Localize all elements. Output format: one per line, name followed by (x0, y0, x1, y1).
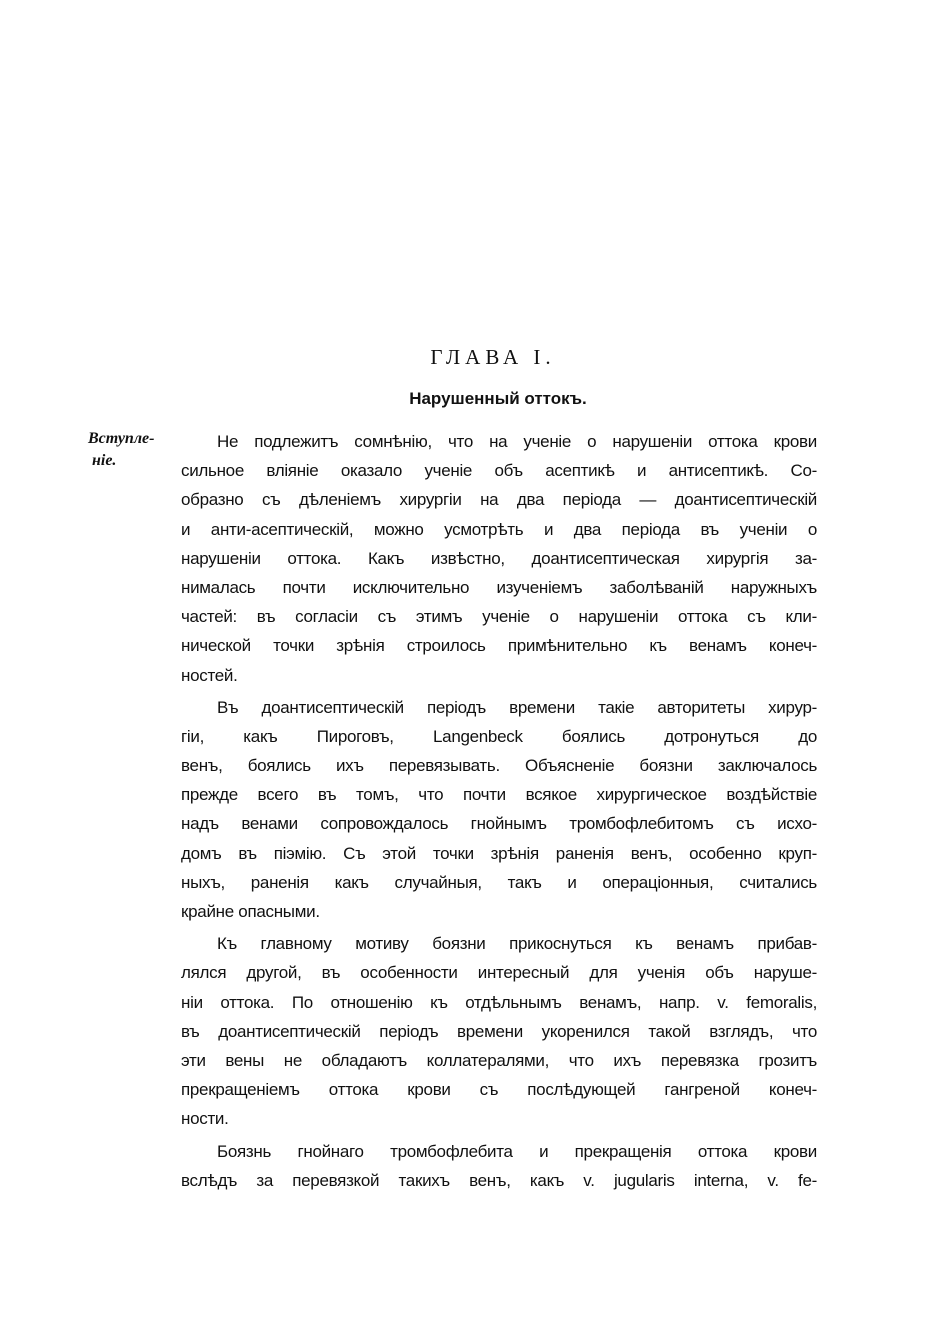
text-line: и анти-асептическій, можно усмотрѣть и два періода въ ученіи о (181, 519, 817, 539)
text-line: ныхъ, раненія какъ случайныя, такъ и операціонныя, считались (181, 872, 817, 892)
text-line: нарушеніи оттока. Какъ извѣстно, доантисептическая хирургія за- (181, 548, 817, 568)
text-line: ности. (181, 1109, 229, 1129)
text-line: Къ главному мотиву боязни прикоснуться къ венамъ прибав- (217, 934, 817, 954)
paragraph-3 (181, 929, 817, 1133)
paragraph-4 (181, 1137, 817, 1195)
text-line: прекращеніемъ оттока крови съ послѣдующей гангреной конеч- (181, 1080, 817, 1100)
text-line: частей: въ согласіи съ этимъ ученіе о нарушеніи оттока съ кли- (181, 607, 817, 627)
text-line: сильное вліяніе оказало ученіе объ асептикѣ и антисептикѣ. Со- (181, 461, 817, 481)
margin-note-line: ніе. (92, 452, 117, 469)
chapter-subtitle: Нарушенный оттокъ. (409, 389, 587, 408)
text-line: домъ въ піэмію. Съ этой точки зрѣнія раненія венъ, особенно круп- (181, 843, 817, 863)
text-line: Не подлежитъ сомнѣнію, что на ученіе о нарушеніи оттока крови (217, 432, 817, 451)
text-line: образно съ дѣленіемъ хирургіи на два періода — доантисептическій (181, 490, 817, 510)
text-line: крайне опасными. (181, 902, 320, 921)
margin-note (88, 428, 178, 472)
text-line: Въ доантисептическій періодъ времени такіе авторитеты хирур- (217, 697, 817, 717)
paragraph-1 (181, 427, 817, 690)
text-line: нической точки зрѣнія строилось примѣнительно къ венамъ конеч- (181, 636, 817, 656)
text-line: эти вены не обладаютъ коллатералями, что ихъ перевязка грозитъ (181, 1050, 817, 1070)
text-line: вслѣдъ за перевязкой такихъ венъ, какъ v. jugularis interna, v. fe- (181, 1170, 817, 1190)
text-line: надъ венами сопровождалось гнойнымъ тромбофлебитомъ съ исхо- (181, 814, 817, 834)
text-line: прежде всего въ томъ, что почти всякое хирургическое воздѣйствіе (181, 785, 817, 805)
text-line: лялся другой, въ особенности интересный для ученія объ наруше- (181, 963, 817, 983)
text-line: гіи, какъ Пироговъ, Langenbeck боялись дотронуться до (181, 726, 817, 746)
text-line: въ доантисептическій періодъ времени укоренился такой взглядъ, что (181, 1021, 817, 1041)
body-text (181, 427, 817, 1198)
text-line: нималась почти исключительно изученіемъ заболѣваній наружныхъ (181, 577, 817, 597)
text-line: Боязнь гнойнаго тромбофлебита и прекращенія оттока крови (217, 1141, 817, 1161)
text-line: ніи оттока. По отношенію къ отдѣльнымъ венамъ, напр. v. femoralis, (181, 992, 817, 1012)
margin-note-line: Вступле- (88, 430, 155, 447)
text-line: ностей. (181, 665, 238, 685)
paragraph-2 (181, 693, 817, 927)
text-line: венъ, боялись ихъ перевязывать. Объясненіе боязни заключалось (181, 756, 817, 776)
chapter-title: ГЛАВА I. (430, 345, 556, 369)
